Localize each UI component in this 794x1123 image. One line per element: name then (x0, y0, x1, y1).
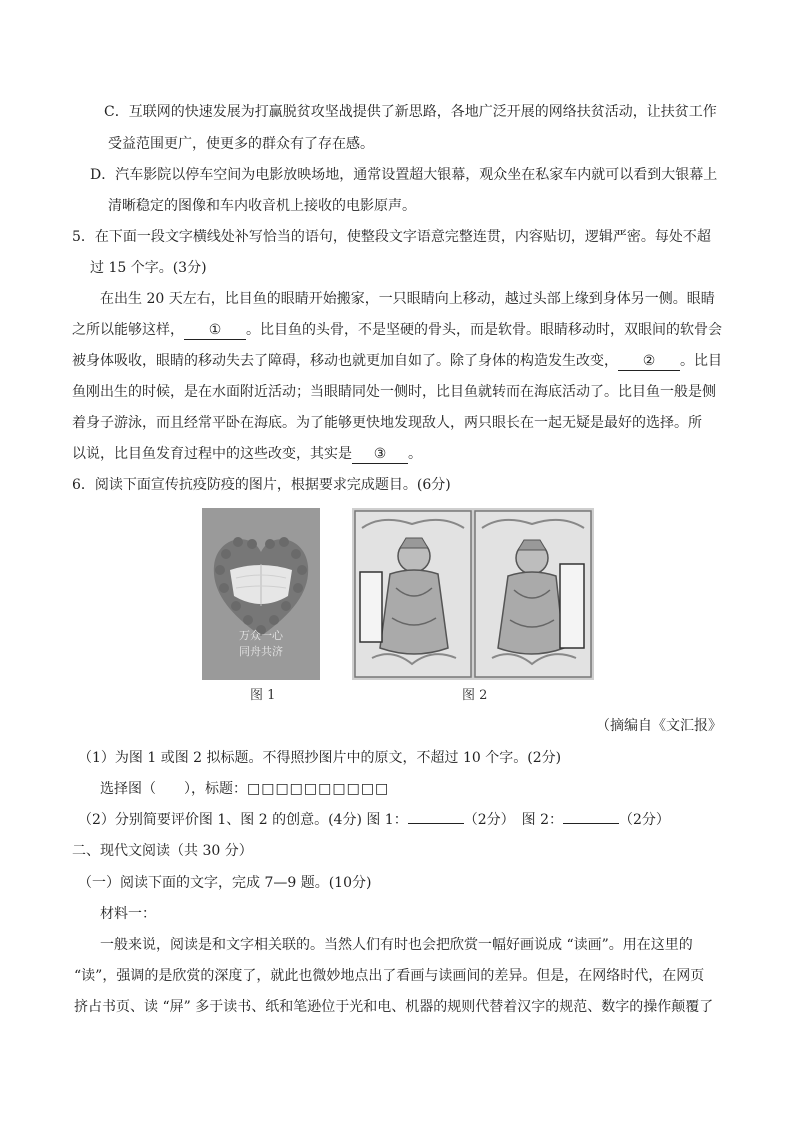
blank-3[interactable]: ③ (352, 445, 408, 464)
section-2-part1-heading: （一）阅读下面的文字，完成 7—9 题。(10分) (78, 875, 372, 891)
section-2-heading: 二、现代文阅读（共 30 分） (72, 843, 253, 859)
figure-2-caption: 图 2 (462, 688, 488, 703)
option-c-line2: 受益范围更广，使更多的群众有了存在感。 (108, 136, 374, 152)
figure-1-slogan-line1: 万众一心 (239, 629, 283, 642)
source-note: （摘编自《文汇报》 (596, 718, 722, 734)
q6-sub1-answer-line: 选择图（ ），标题：□□□□□□□□□□ (100, 781, 390, 797)
option-d-line2: 清晰稳定的图像和车内收音机上接收的电影原声。 (108, 198, 416, 214)
figure-1-caption: 图 1 (250, 688, 276, 703)
q5-passage-line5: 着身子游泳，而且经常平卧在海底。为了能够更快地发现敌人，两只眼长在一起无疑是最好的选择。所 (72, 415, 702, 431)
figure-1-image (202, 508, 320, 680)
q5-prompt-line1: 5．在下面一段文字横线处补写恰当的语句，使整段文字语意完整连贯，内容贴切，逻辑严密。每处不超 (72, 229, 711, 245)
option-c-line1: C．互联网的快速发展为打赢脱贫攻坚战提供了新思路，各地广泛开展的网络扶贫活动，让扶贫工作 (104, 104, 717, 120)
blank-fig1[interactable] (408, 823, 464, 824)
door-gods-icon (352, 508, 594, 680)
q6-prompt: 6．阅读下面宣传抗疫防疫的图片，根据要求完成题目。(6分) (72, 477, 451, 493)
q5-passage-line1: 在出生 20 天左右，比目鱼的眼睛开始搬家，一只眼睛向上移动，越过头部上缘到身体另一侧。眼睛 (100, 291, 715, 307)
blank-2[interactable]: ② (618, 352, 680, 371)
q6-sub2: （2）分别简要评价图 1、图 2 的创意。(4分) 图 1： （2分） 图 2： （2分） (78, 812, 670, 828)
material-1-line2: “读”，强调的是欣赏的深度了，就此也微妙地点出了看画与读画间的差异。但是，在网络时代，在网页 (74, 968, 705, 984)
material-1-line3: 挤占书页、读 “屏” 多于读书、纸和笔逊位于光和电、机器的规则代替着汉字的规范、数字的操作颠覆了 (74, 999, 714, 1015)
blank-1[interactable]: ① (184, 321, 246, 340)
q5-passage-line6: 以说，比目鱼发育过程中的这些改变，其实是 ③ 。 (72, 446, 422, 462)
material-1-line1: 一般来说，阅读是和文字相关联的。当然人们有时也会把欣赏一幅好画说成 “读画”。用在这里的 (100, 937, 693, 953)
q5-passage-line3: 被身体吸收，眼睛的移动失去了障碍，移动也就更加自如了。除了身体的构造发生改变， ② 。比目 (72, 353, 722, 369)
option-d-line1: D．汽车影院以停车空间为电影放映场地，通常设置超大银幕，观众坐在私家车内就可以看到大银幕上 (90, 167, 718, 183)
figure-1-slogan-line2: 同舟共济 (239, 645, 283, 658)
title-answer-boxes[interactable]: □□□□□□□□□□ (247, 781, 390, 797)
q5-passage-line4: 鱼刚出生的时候，是在水面附近活动；当眼睛同处一侧时，比目鱼就转而在海底活动了。比目鱼一般是侧 (72, 384, 716, 400)
material-1-label: 材料一： (100, 906, 156, 922)
figure-2-image (352, 508, 594, 680)
q6-sub1: （1）为图 1 或图 2 拟标题。不得照抄图片中的原文，不超过 10 个字。(2分) (78, 750, 562, 766)
blank-fig2[interactable] (563, 823, 619, 824)
q5-prompt-line2: 过 15 个字。(3分) (90, 260, 207, 276)
q5-passage-line2: 之所以能够这样， ① 。比目鱼的头骨，不是坚硬的骨头，而是软骨。眼睛移动时，双眼间的软骨会 (72, 322, 722, 338)
